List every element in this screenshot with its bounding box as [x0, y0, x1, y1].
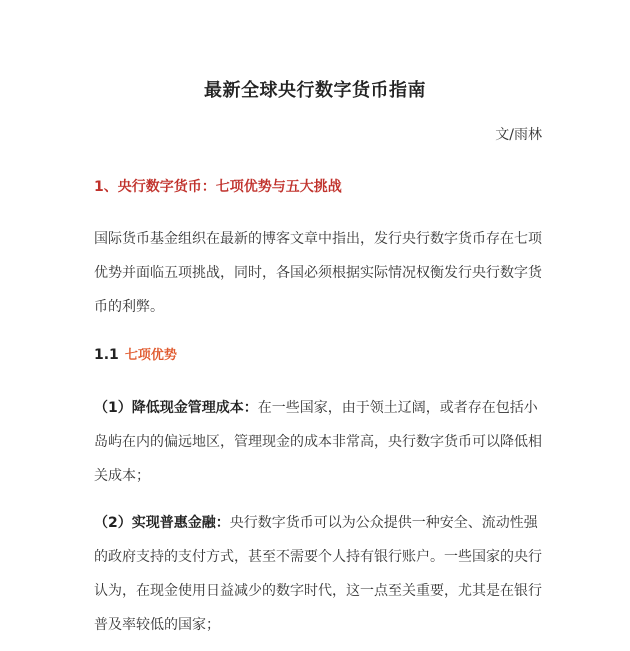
- intro-paragraph: 国际货币基金组织在最新的博客文章中指出，发行央行数字货币存在七项优势并面临五项挑战，同时，各国必须根据实际情况权衡发行央行数字货币的利弊。: [94, 231, 542, 315]
- list-item-body: 央行数字货币可以为公众提供一种安全、流动性强的政府支持的支付方式，甚至不需要个人持有银行账户。一些国家的央行认为，在现金使用日益减少的数字时代，这一点至关重要，尤其是在银行普及率较低的国家；: [94, 515, 542, 633]
- list-item: [94, 391, 544, 493]
- subsection-heading-1-1: [94, 344, 177, 363]
- list-item: [94, 506, 544, 642]
- list-item-body: 在一些国家，由于领土辽阔，或者存在包括小岛屿在内的偏远地区，管理现金的成本非常高，央行数字货币可以降低相关成本；: [94, 400, 542, 484]
- list-item-lead: （1）降低现金管理成本：: [94, 400, 258, 416]
- list-item-lead: （2）实现普惠金融：: [94, 515, 230, 531]
- author-byline: 文/雨林: [495, 127, 542, 143]
- section-heading-1: 1、央行数字货币：七项优势与五大挑战: [94, 179, 342, 195]
- subsection-label: 七项优势: [124, 348, 177, 363]
- subsection-number: 1.1: [94, 347, 119, 363]
- page-title: 最新全球央行数字货币指南: [204, 80, 426, 101]
